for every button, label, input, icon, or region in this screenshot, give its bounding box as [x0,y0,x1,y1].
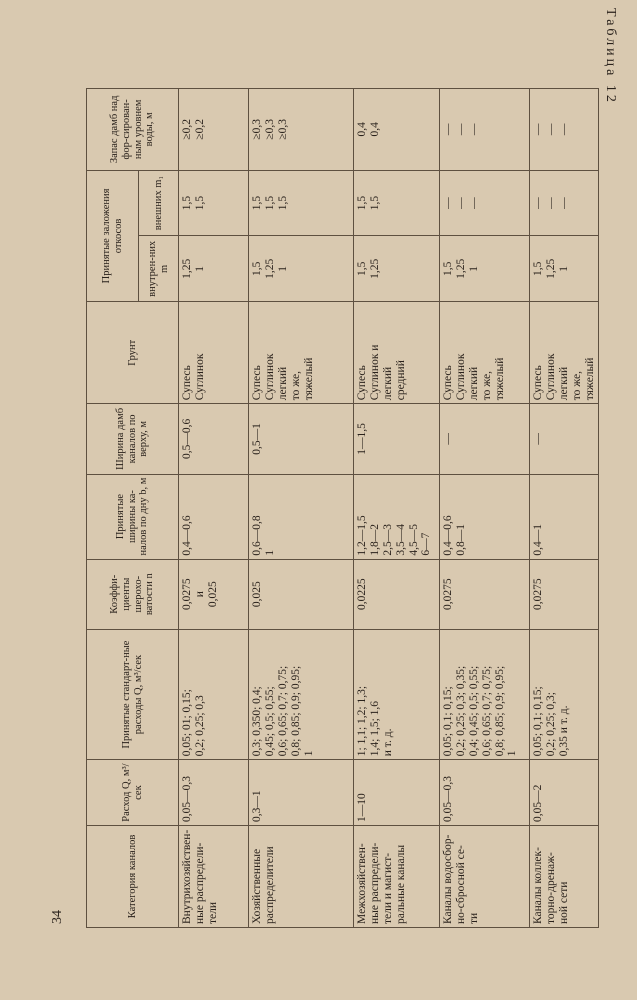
cell-line: 1 [263,549,276,556]
cell-category [440,825,530,927]
cell-line: 0,025 [251,581,263,608]
cell-line: 1,25 [544,258,557,279]
cell-line: 4,5—5 [407,523,420,556]
cell-slope-out [530,170,599,236]
cell-line: но-сбросной се- [454,845,467,924]
cell-line: 0,4—0,6 [442,515,454,556]
cell-slope-in [179,236,249,302]
cell-line: — [544,123,557,136]
cell-line: 0,8; 0,85; 0,9; 0,95; [289,665,302,757]
table-title: Таблица 12 [603,8,618,105]
cell-line: 1,5 [181,195,193,211]
cell-line: 0,3—1 [251,790,263,822]
cell-category [530,825,599,927]
cell-line: — [442,433,454,445]
cell-line: — [532,197,544,209]
cell-dam-width [179,404,249,474]
cell-line: 1 [302,750,315,757]
cell-roughness [440,559,530,629]
cell-line: — [467,197,480,209]
cell-line: то же, [289,370,302,401]
cell-line: ≥0,3 [263,119,276,140]
table-row [179,89,249,928]
cell-line: 1; 1,1; 1,2; 1,3; [356,685,368,757]
cell-category [354,825,440,927]
cell-std-flow [530,629,599,759]
cell-line: 0,35 и т. д. [557,705,570,757]
cell-line: 1,25 [181,258,193,279]
cell-line: 1 [467,265,480,272]
cell-slope-in [249,236,354,302]
cell-line: 1,5 [532,261,544,277]
cell-flow [354,760,440,826]
cell-line: 1 [557,265,570,272]
cell-flow [530,760,599,826]
header-dam-width: Ширина дамб каналов по верху, м [87,404,179,474]
cell-bottom-width [179,474,249,559]
cell-line: — [454,123,467,136]
cell-line: торно-дренаж- [544,852,557,924]
cell-line: 0,5—0,6 [181,418,193,460]
cell-line: 0,0275 [181,578,193,611]
cell-line: ти [467,912,480,924]
cell-dam-width [440,404,530,474]
cell-line: Суглинок [193,353,206,401]
cell-line: Межхозяйствен- [356,843,368,924]
cell-line: 1,5 [276,195,289,211]
cell-line: ≥0,2 [181,119,193,140]
cell-line: — [557,197,570,209]
cell-line: — [467,123,480,136]
cell-line: 0,6; 0,65; 0,7; 0,75; [276,665,289,757]
cell-line: и [193,591,206,598]
cell-line: 1,4; 1,5; 1,6 [368,700,381,757]
cell-line: легкий [381,366,394,401]
cell-line: 1,5 [263,195,276,211]
cell-soil [530,302,599,404]
cell-line: 0,2; 0,25; 0,3; 0,35; [454,665,467,757]
cell-line: 0,05—0,3 [442,775,454,822]
cell-line: тели и магист- [381,852,394,924]
header-slopes: Принятые заложения откосов [87,170,139,302]
cell-line: Каналы коллек- [532,847,544,924]
cell-freeboard [440,89,530,171]
cell-line: 0,0275 [442,578,454,611]
cell-line: 1,5 [368,195,381,211]
cell-line: 0,8; 0,85; 0,9; 0,95; [493,665,506,757]
cell-line: 1,5 [442,261,454,277]
header-soil: Грунт [87,302,179,404]
cell-roughness [530,559,599,629]
cell-roughness [249,559,354,629]
cell-freeboard [249,89,354,171]
table-row [354,89,440,928]
cell-bottom-width [440,474,530,559]
cell-slope-out [179,170,249,236]
cell-line: 1,5 [356,195,368,211]
cell-line: тяжелый [583,357,596,401]
cell-line: 0,2; 0,25; 0,3 [193,695,206,757]
cell-dam-width [354,404,440,474]
cell-flow [179,760,249,826]
cell-line: 0,3; 0,350; 0,4; [251,686,263,757]
cell-line: ≥0,2 [193,119,206,140]
cell-line: тели [206,901,219,924]
cell-line: Каналы водосбор- [442,834,454,924]
cell-line: 0,6; 0,65; 0,7; 0,75; [480,665,493,757]
cell-freeboard [354,89,440,171]
cell-std-flow [249,629,354,759]
cell-line: 3,5—4 [394,523,407,556]
cell-soil [354,302,440,404]
cell-dam-width [530,404,599,474]
cell-soil [249,302,354,404]
cell-line: и т. д. [381,728,394,757]
cell-line: Внутрихозяйствен- [181,829,193,924]
cell-line: Супесь [181,365,193,401]
rotated-table-wrapper [86,88,596,928]
page-number: 34 [50,910,65,924]
cell-std-flow [179,629,249,759]
cell-line: ≥0,3 [276,119,289,140]
header-category: Категория каналов [87,825,179,927]
table-body [179,89,599,928]
cell-bottom-width [249,474,354,559]
cell-soil [179,302,249,404]
table-row [530,89,599,928]
cell-line: 0,05; 01; 0,15; [181,689,193,757]
cell-line: Хозяйственные [251,848,263,924]
cell-line: Суглинок [263,353,276,401]
cell-category [179,825,249,927]
cell-line: ральные каналы [394,844,407,924]
cell-freeboard [530,89,599,171]
cell-line: 0,05; 0,1; 0,15; [532,686,544,757]
cell-line: 1 [506,750,519,757]
header-roughness: Коэффи-циенты шерохо-ватости n [87,559,179,629]
cell-line: 0,8—1 [454,523,467,556]
cell-freeboard [179,89,249,171]
cell-line: 0,05—0,3 [181,775,193,822]
cell-dam-width [249,404,354,474]
cell-line: — [442,197,454,209]
cell-line: легкий [557,366,570,401]
cell-line: 1—1,5 [356,423,368,455]
cell-line: 1,5 [193,195,206,211]
cell-bottom-width [530,474,599,559]
cell-line: 1 [193,265,206,272]
cell-line: 0,4—1 [532,523,544,556]
cell-line: 0,5—1 [251,423,263,455]
cell-flow [249,760,354,826]
cell-line: 1,5 [251,195,263,211]
header-standard-flow: Принятые стандарт-ные расходы Q, м³/сек [87,629,179,759]
cell-line: 0,45; 0,5; 0,55; [263,686,276,757]
cell-line: Супесь [442,365,454,401]
cell-line: Супесь [251,365,263,401]
cell-roughness [354,559,440,629]
header-slope-inner: внутрен-них m [139,236,179,302]
cell-slope-in [354,236,440,302]
cell-line: ≥0,3 [251,119,263,140]
cell-line: распределители [263,846,276,924]
cell-line: 6—7 [420,532,433,556]
cell-line: тяжелый [493,357,506,401]
cell-line: 0,4—0,6 [181,515,193,556]
cell-line: Супесь [532,365,544,401]
cell-line: легкий [467,366,480,401]
cell-line: то же, [480,370,493,401]
cell-line: 1,5 [356,261,368,277]
header-bottom-width: Принятые ширины ка-налов по дну b, м [87,474,179,559]
cell-line: 1,25 [263,258,276,279]
cell-line: то же, [570,370,583,401]
header-slope-outer: внешних m₁ [139,170,179,236]
cell-slope-in [530,236,599,302]
table-row [440,89,530,928]
cell-line: ные распредели- [368,842,381,924]
cell-line: 0,2; 0,25; 0,3; [544,692,557,757]
cell-line: 0,0275 [532,578,544,611]
cell-line: 2,5—3 [381,523,394,556]
cell-line: тяжелый [302,357,315,401]
cell-line: Супесь [356,365,368,401]
channel-parameters-table [86,88,599,928]
cell-line: 1 [276,265,289,272]
cell-slope-out [440,170,530,236]
table-row [249,89,354,928]
cell-std-flow [354,629,440,759]
cell-line: — [454,197,467,209]
cell-line: легкий [276,366,289,401]
cell-line: 1,25 [368,258,381,279]
cell-category [249,825,354,927]
cell-line: — [532,123,544,136]
cell-line: Суглинок [454,353,467,401]
header-freeboard: Запас дамб над фор-сирован-ным уровнем воды, м [87,89,179,171]
cell-flow [440,760,530,826]
cell-line: 0,025 [206,581,219,608]
cell-line: 0,4; 0,45; 0,5; 0,55; [467,665,480,757]
cell-line: ные распредели- [193,842,206,924]
cell-slope-out [354,170,440,236]
cell-line: — [544,197,557,209]
cell-line: 0,05; 0,1; 0,15; [442,686,454,757]
cell-line: ной сети [557,881,570,924]
cell-line: — [532,433,544,445]
cell-bottom-width [354,474,440,559]
cell-line: 1,2—1,5 [356,515,368,556]
cell-slope-in [440,236,530,302]
header-flow: Расход Q, м³/сек [87,760,179,826]
cell-line: 0,4 [368,122,381,137]
cell-line: 1—10 [356,793,368,822]
cell-roughness [179,559,249,629]
cell-line: 0,05—2 [532,784,544,822]
cell-line: 0,6—0,8 [251,515,263,556]
cell-std-flow [440,629,530,759]
cell-soil [440,302,530,404]
cell-line: средний [394,360,407,401]
cell-line: 1,5 [251,261,263,277]
cell-slope-out [249,170,354,236]
cell-line: — [442,123,454,136]
cell-line: 1,25 [454,258,467,279]
cell-line: 1,8—2 [368,523,381,556]
cell-line: 0,0225 [356,578,368,611]
cell-line: — [557,123,570,136]
cell-line: Суглинок [544,353,557,401]
cell-line: 0,4 [356,122,368,137]
cell-line: Суглинок и [368,344,381,401]
